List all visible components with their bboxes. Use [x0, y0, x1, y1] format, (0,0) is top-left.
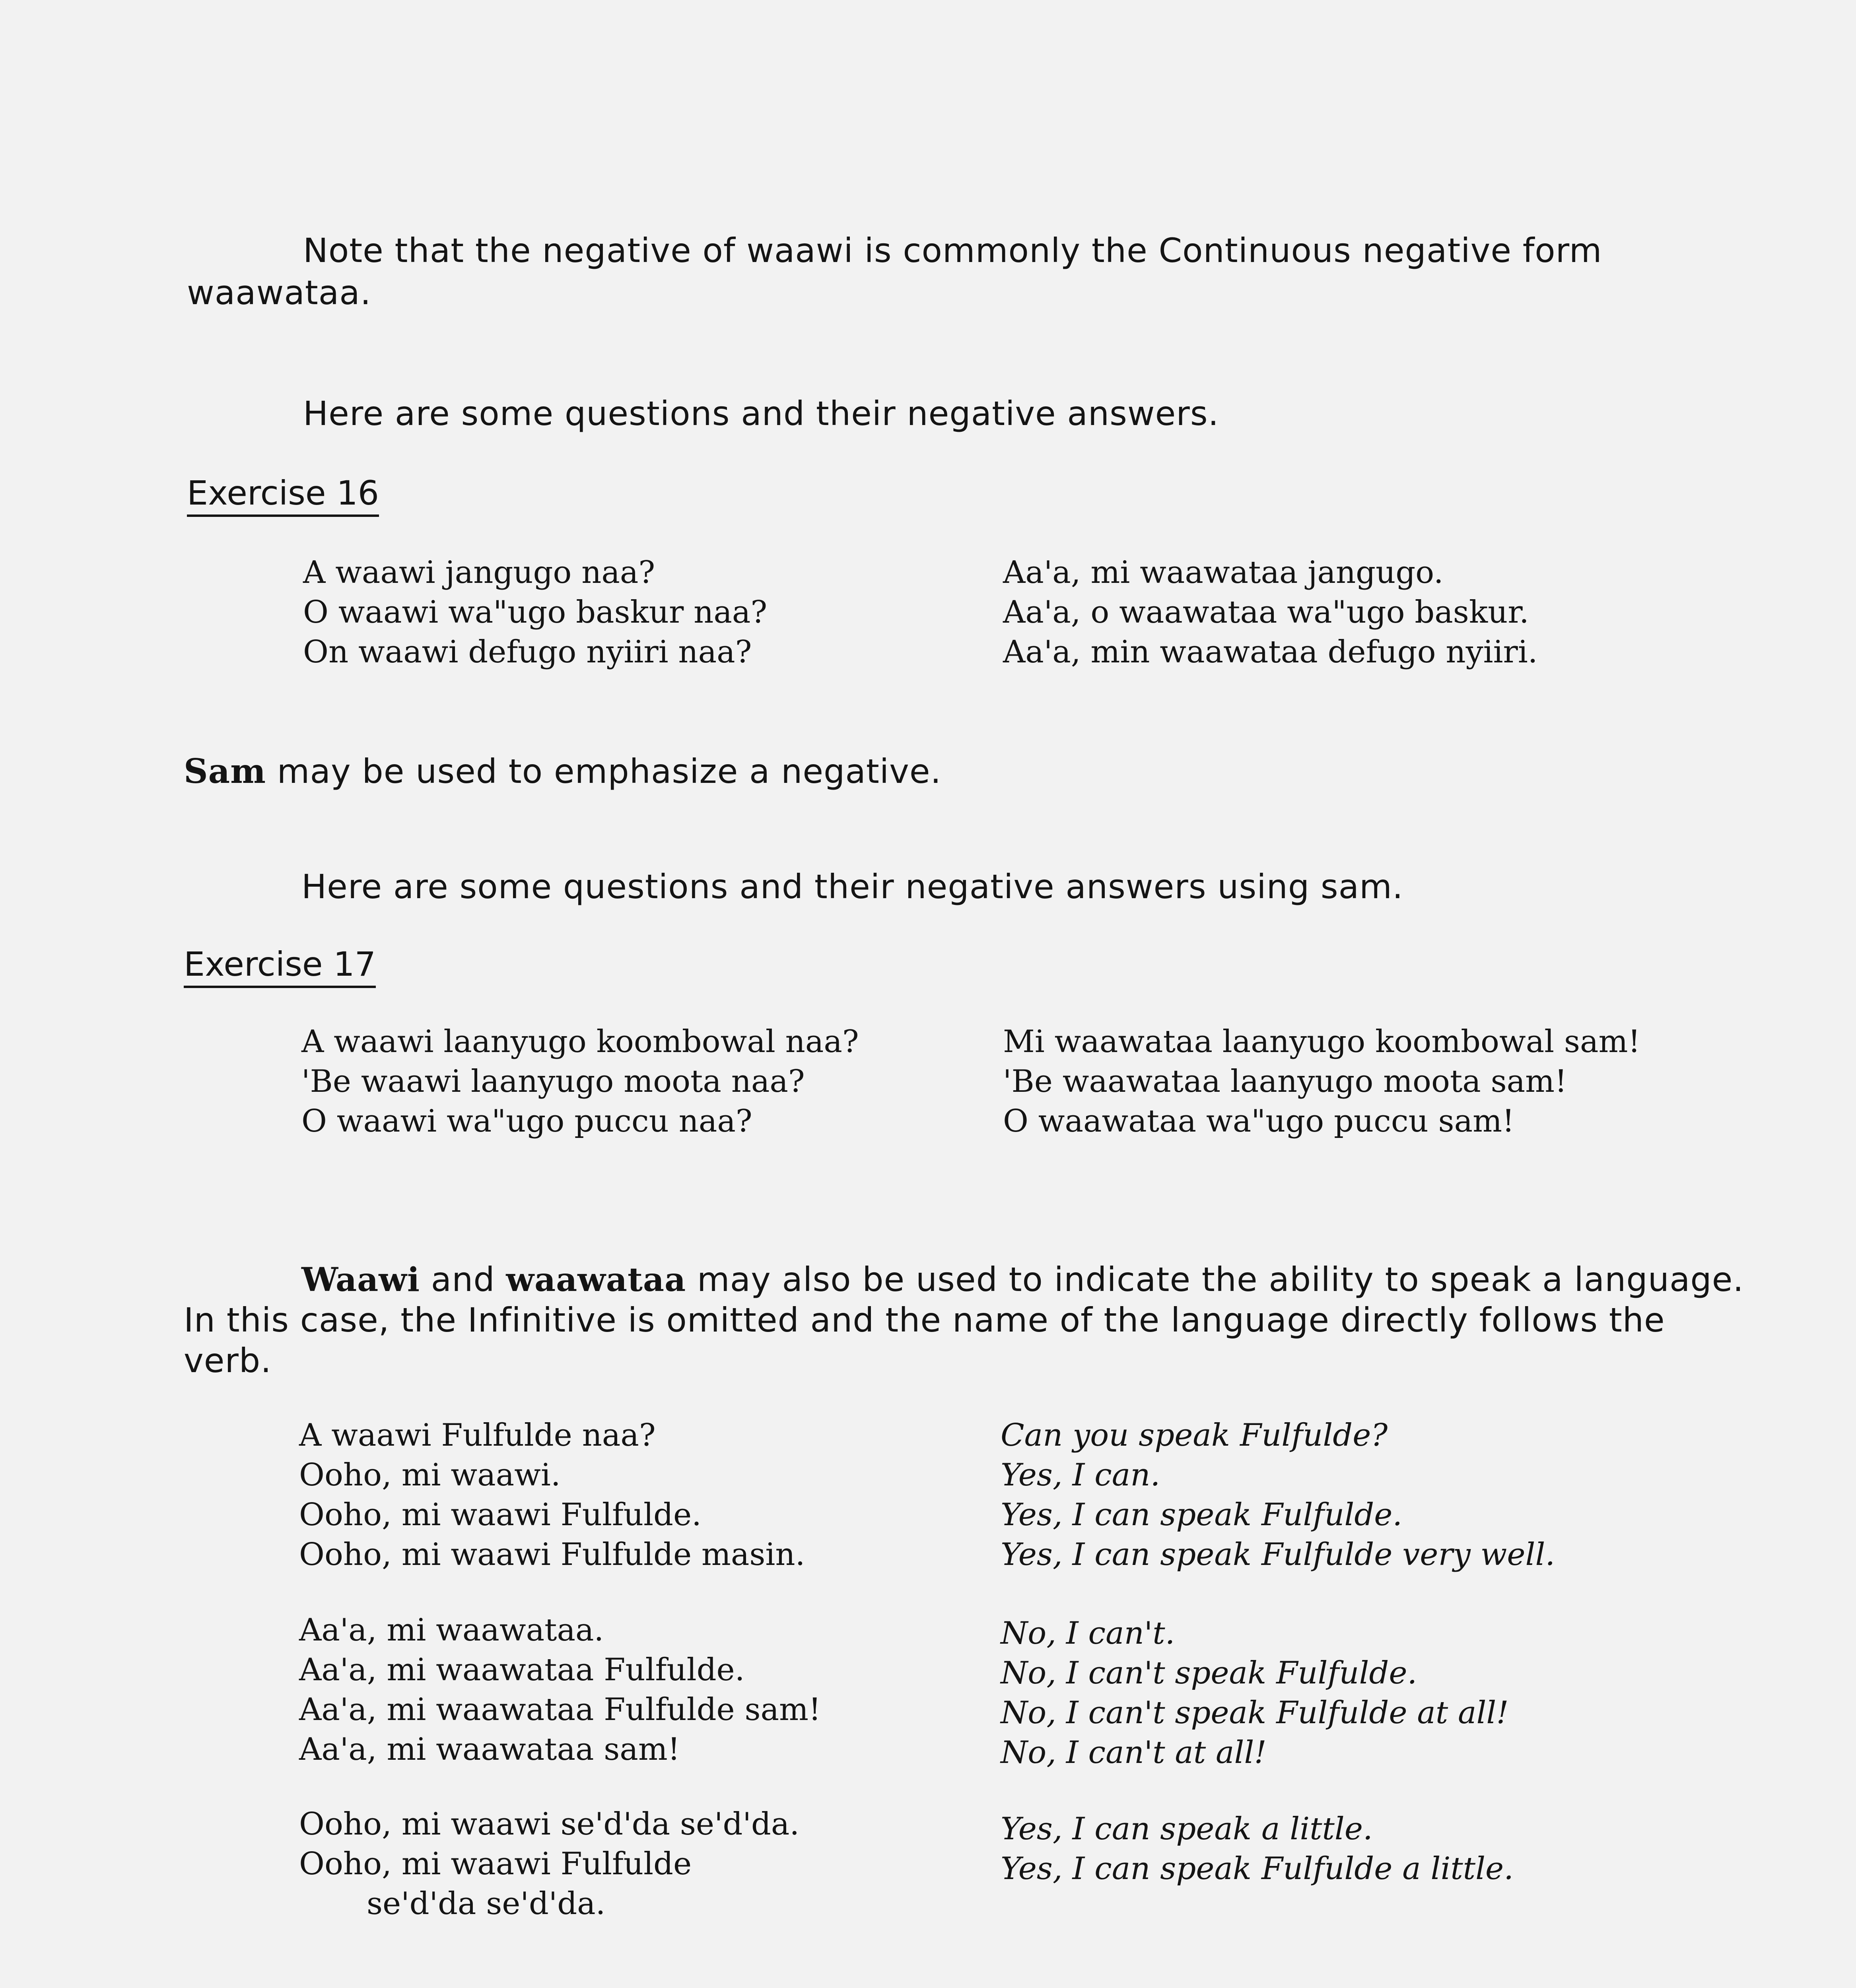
fulfulde-sentence: Aa'a, mi waawataa. [299, 1612, 604, 1648]
fulfulde-sentence: Aa'a, mi waawataa Fulfulde sam! [299, 1692, 821, 1728]
language-note-line-1 [301, 1260, 1744, 1300]
english-translation: Yes, I can speak Fulfulde a little. [1001, 1851, 1514, 1887]
language-note-line-2: In this case, the Infinitive is omitted and the name of the language directly follows the [184, 1301, 1665, 1340]
exercise17-answers [1003, 1022, 1640, 1141]
exercise16-answers [1003, 553, 1538, 672]
fulfulde-group3-left [299, 1804, 799, 1924]
sam-note [184, 751, 941, 791]
fulfulde-group1-right [1001, 1415, 1555, 1574]
exercise16-question: O waawi wa"ugo baskur naa? [303, 594, 768, 630]
fulfulde-sentence: Ooho, mi waawi Fulfulde. [299, 1497, 702, 1533]
language-note-text-2: may also be used to indicate the ability to speak a language. [686, 1260, 1744, 1299]
exercise17-question: O waawi wa"ugo puccu naa? [301, 1103, 752, 1139]
language-note-text-1: and [420, 1260, 506, 1299]
exercise17-answer: Mi waawataa laanyugo koombowal sam! [1003, 1024, 1640, 1060]
fulfulde-group3-right [1001, 1809, 1514, 1889]
language-note-line-3: verb. [184, 1341, 272, 1380]
exercise17-answer: O waawataa wa"ugo puccu sam! [1003, 1103, 1515, 1139]
sam-note-text: may be used to emphasize a negative. [266, 752, 942, 791]
english-translation: Yes, I can speak a little. [1001, 1811, 1373, 1847]
exercise16-answer: Aa'a, min waawataa defugo nyiiri. [1003, 634, 1538, 670]
fulfulde-sentence: A waawi Fulfulde naa? [299, 1417, 656, 1453]
english-translation: Can you speak Fulfulde? [1001, 1417, 1388, 1453]
exercise17-heading: Exercise 17 [184, 944, 376, 988]
english-translation: Yes, I can speak Fulfulde very well. [1001, 1537, 1555, 1573]
intro-line-1: Note that the negative of waawi is commonly the Continuous negative form [303, 231, 1602, 270]
fulfulde-group2-left [299, 1610, 821, 1769]
exercise17-question: 'Be waawi laanyugo moota naa? [301, 1064, 805, 1099]
fulfulde-sentence: Aa'a, mi waawataa Fulfulde. [299, 1652, 745, 1688]
exercise16-heading: Exercise 16 [187, 473, 379, 517]
sam-note-bold-word: Sam [184, 751, 266, 791]
english-translation: No, I can't. [1001, 1615, 1175, 1651]
fulfulde-sentence-continuation: se'd'da se'd'da. [367, 1886, 606, 1922]
fulfulde-sentence: Aa'a, mi waawataa sam! [299, 1732, 680, 1767]
english-translation: No, I can't at all! [1001, 1735, 1267, 1771]
fulfulde-sentence: Ooho, mi waawi. [299, 1457, 561, 1493]
fulfulde-group1-left [299, 1415, 805, 1574]
english-translation: No, I can't speak Fulfulde. [1001, 1655, 1417, 1691]
english-translation: Yes, I can speak Fulfulde. [1001, 1497, 1403, 1533]
exercise16-intro: Here are some questions and their negative answers. [303, 394, 1219, 433]
fulfulde-group2-right [1001, 1613, 1509, 1773]
exercise17-questions [301, 1022, 859, 1141]
english-translation: No, I can't speak Fulfulde at all! [1001, 1695, 1509, 1731]
fulfulde-sentence: Ooho, mi waawi Fulfulde masin. [299, 1537, 805, 1573]
english-translation: Yes, I can. [1001, 1457, 1160, 1493]
language-note-waawi: Waawi [301, 1261, 420, 1299]
intro-line-2: waawataa. [187, 273, 371, 312]
exercise16-questions [303, 553, 767, 672]
exercise16-answer: Aa'a, o waawataa wa"ugo baskur. [1003, 594, 1529, 630]
exercise16-answer: Aa'a, mi waawataa jangugo. [1003, 555, 1444, 590]
exercise16-question: A waawi jangugo naa? [303, 555, 655, 590]
exercise16-question: On waawi defugo nyiiri naa? [303, 634, 752, 670]
fulfulde-sentence: Ooho, mi waawi Fulfulde [299, 1846, 692, 1882]
fulfulde-sentence: Ooho, mi waawi se'd'da se'd'da. [299, 1806, 800, 1842]
exercise17-answer: 'Be waawataa laanyugo moota sam! [1003, 1064, 1567, 1099]
language-note-waawataa: waawataa [506, 1261, 686, 1299]
exercise17-intro: Here are some questions and their negative answers using sam. [301, 867, 1403, 906]
exercise17-question: A waawi laanyugo koombowal naa? [301, 1024, 859, 1060]
